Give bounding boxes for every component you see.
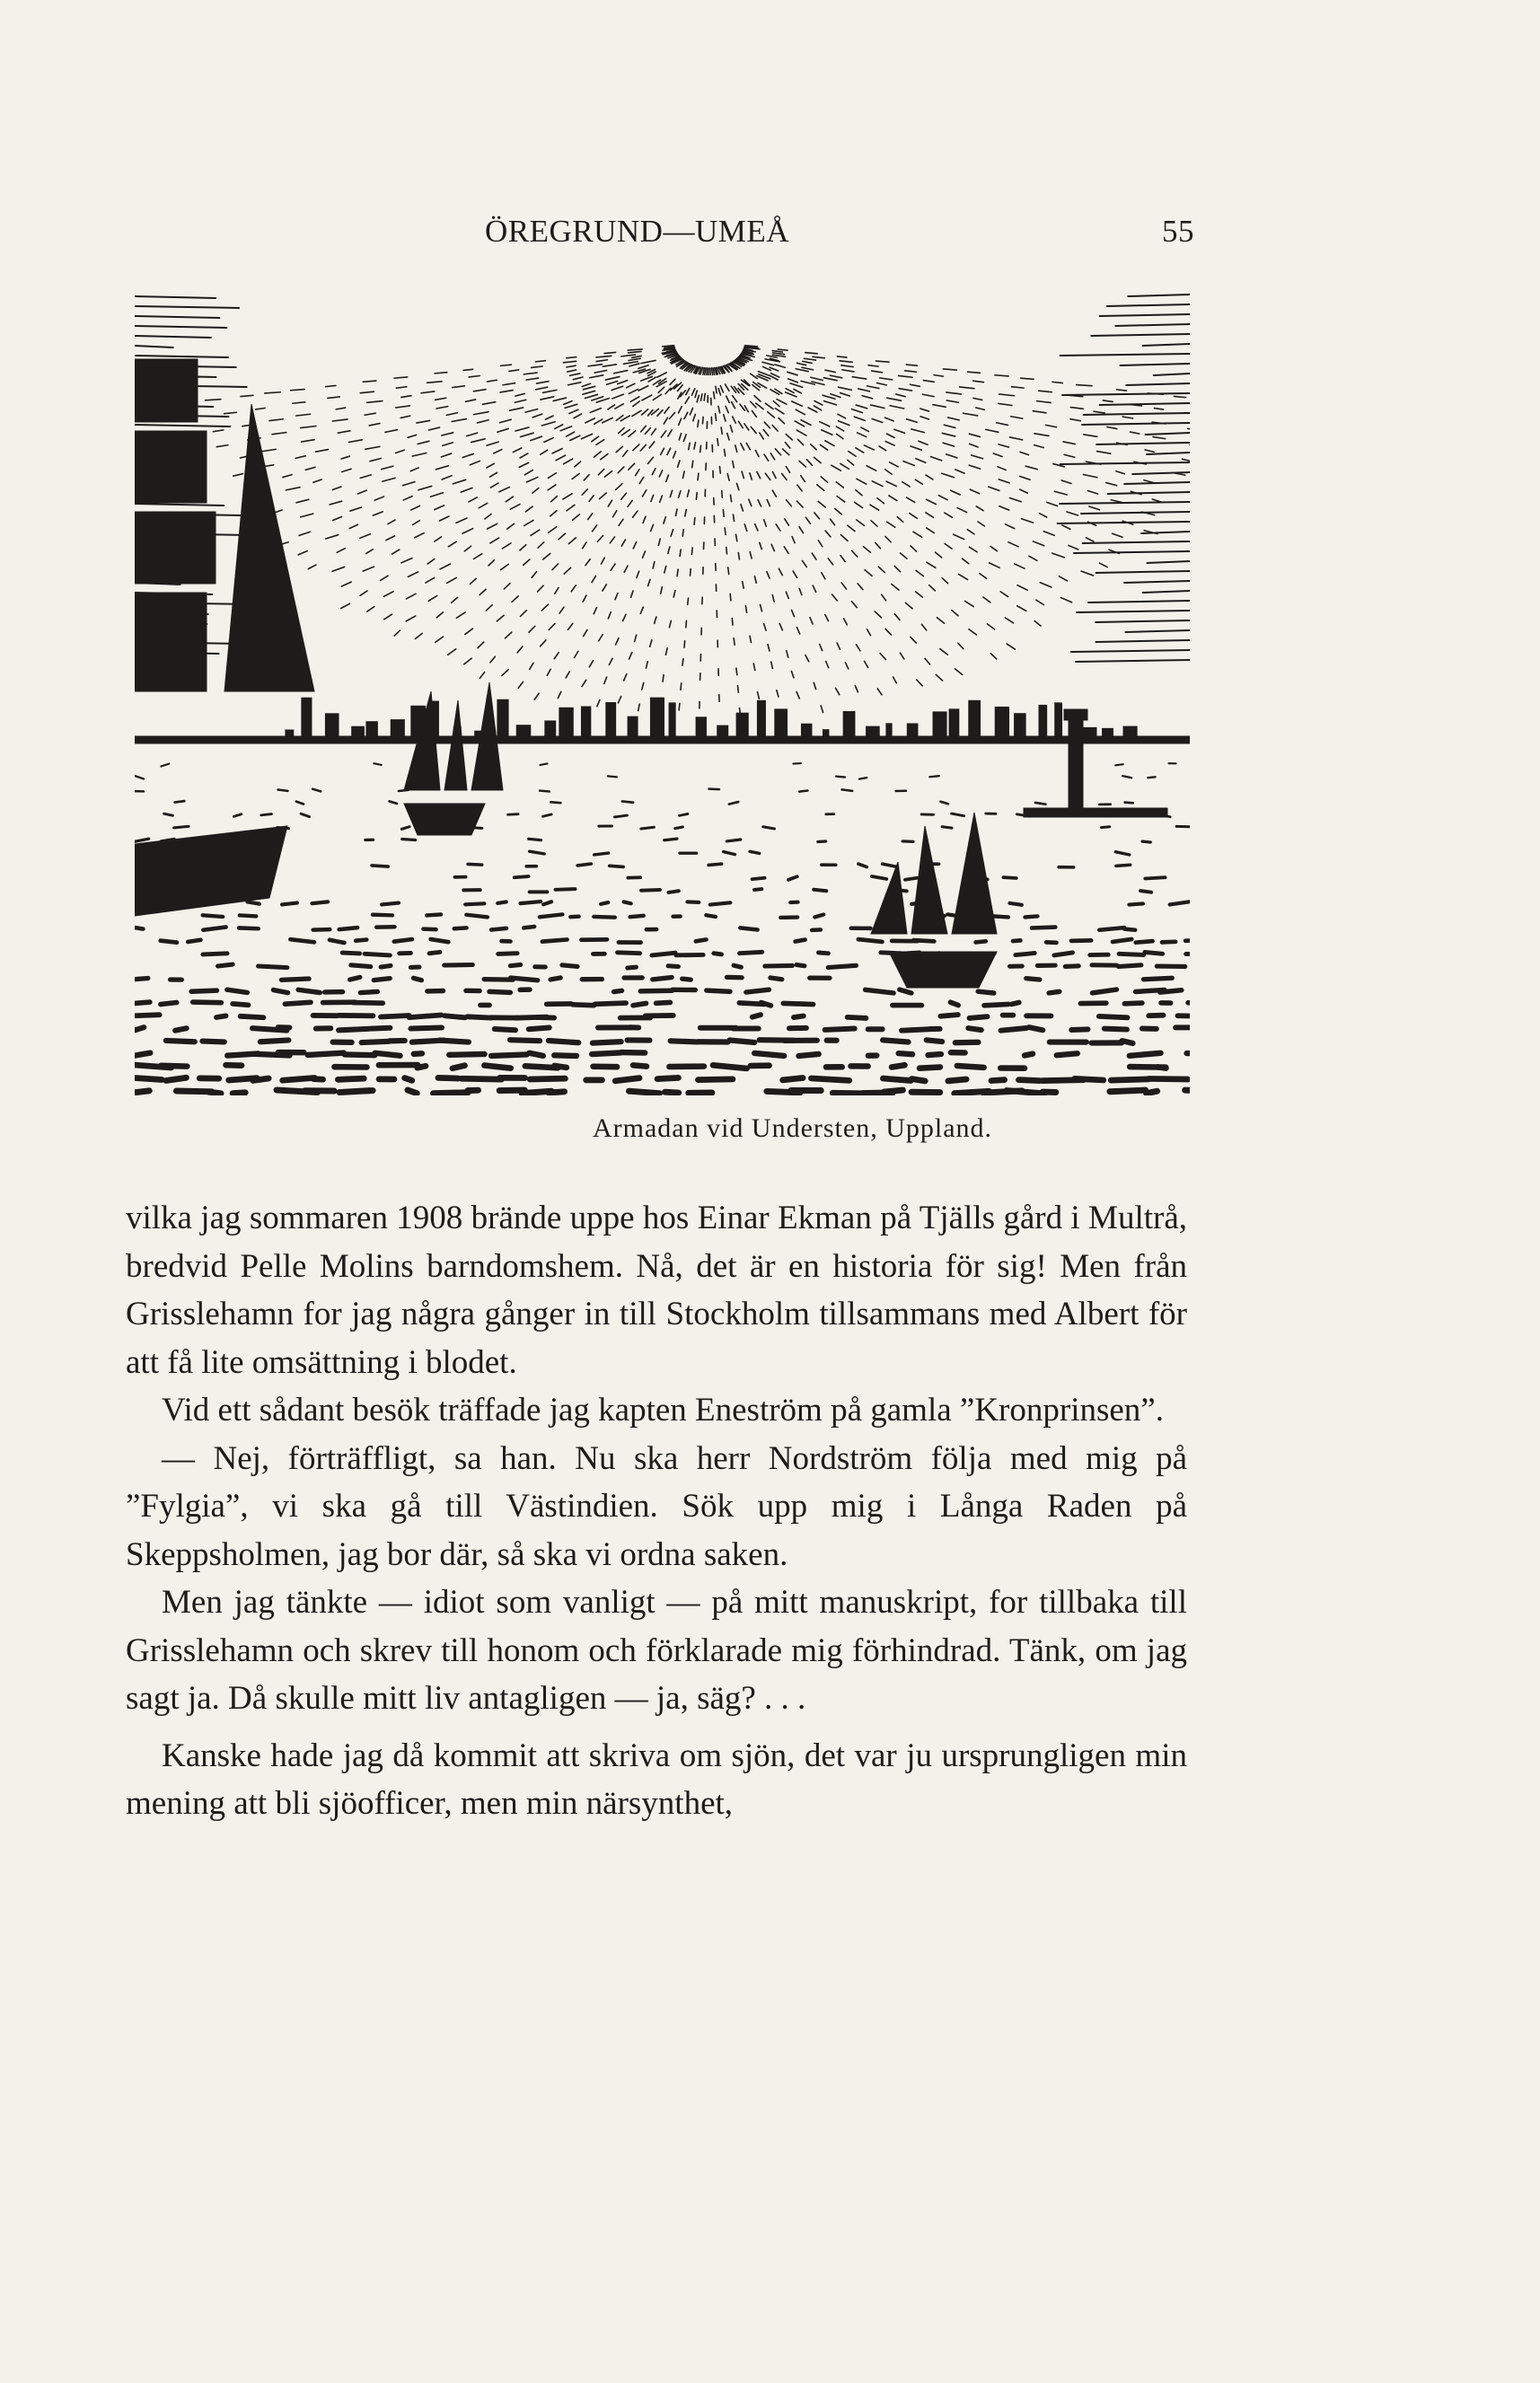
running-head xyxy=(126,214,1194,259)
illustration-caption: Armadan vid Understen, Uppland. xyxy=(592,1113,993,1143)
chapter-title: ÖREGRUND—UMEÅ xyxy=(485,214,789,249)
paragraph: vilka jag sommaren 1908 brände uppe hos Einar Ekman på Tjälls gård i Multrå, bredvid Pelle Molins barndomshem. Nå, det är en historia för sig! Men från Grisslehamn for jag några gånger in till Stockholm tillsammans med Albert för att få lite omsättning i blodet. xyxy=(126,1200,1187,1381)
paragraph: Kanske hade jag då kommit att skriva om sjön, det var ju ursprungligen min mening att bli sjöofficer, men min närsynthet, xyxy=(126,1737,1187,1822)
paragraph: — Nej, förträffligt, sa han. Nu ska herr Nordström följa med mig på ”Fylgia”, vi ska gå till Västindien. Sök upp mig i Långa Raden på Skeppsholmen, jag bor där, så ska vi ordna saken. xyxy=(126,1439,1187,1573)
ink-illustration xyxy=(135,287,1190,1095)
page-number: 55 xyxy=(1162,214,1194,249)
harbor-sailboats-drawing xyxy=(135,287,1190,1095)
body-text xyxy=(126,1194,1187,1828)
paragraph: Men jag tänkte — idiot som vanligt — på mitt manuskript, for tillbaka till Grisslehamn och skrev till honom och förklarade mig förhindrad. Tänk, om jag sagt ja. Då skulle mitt liv antagligen — ja, säg? . . . xyxy=(126,1584,1187,1717)
paragraph: Vid ett sådant besök träffade jag kapten Eneström på gamla ”Kronprinsen”. xyxy=(162,1392,1164,1429)
